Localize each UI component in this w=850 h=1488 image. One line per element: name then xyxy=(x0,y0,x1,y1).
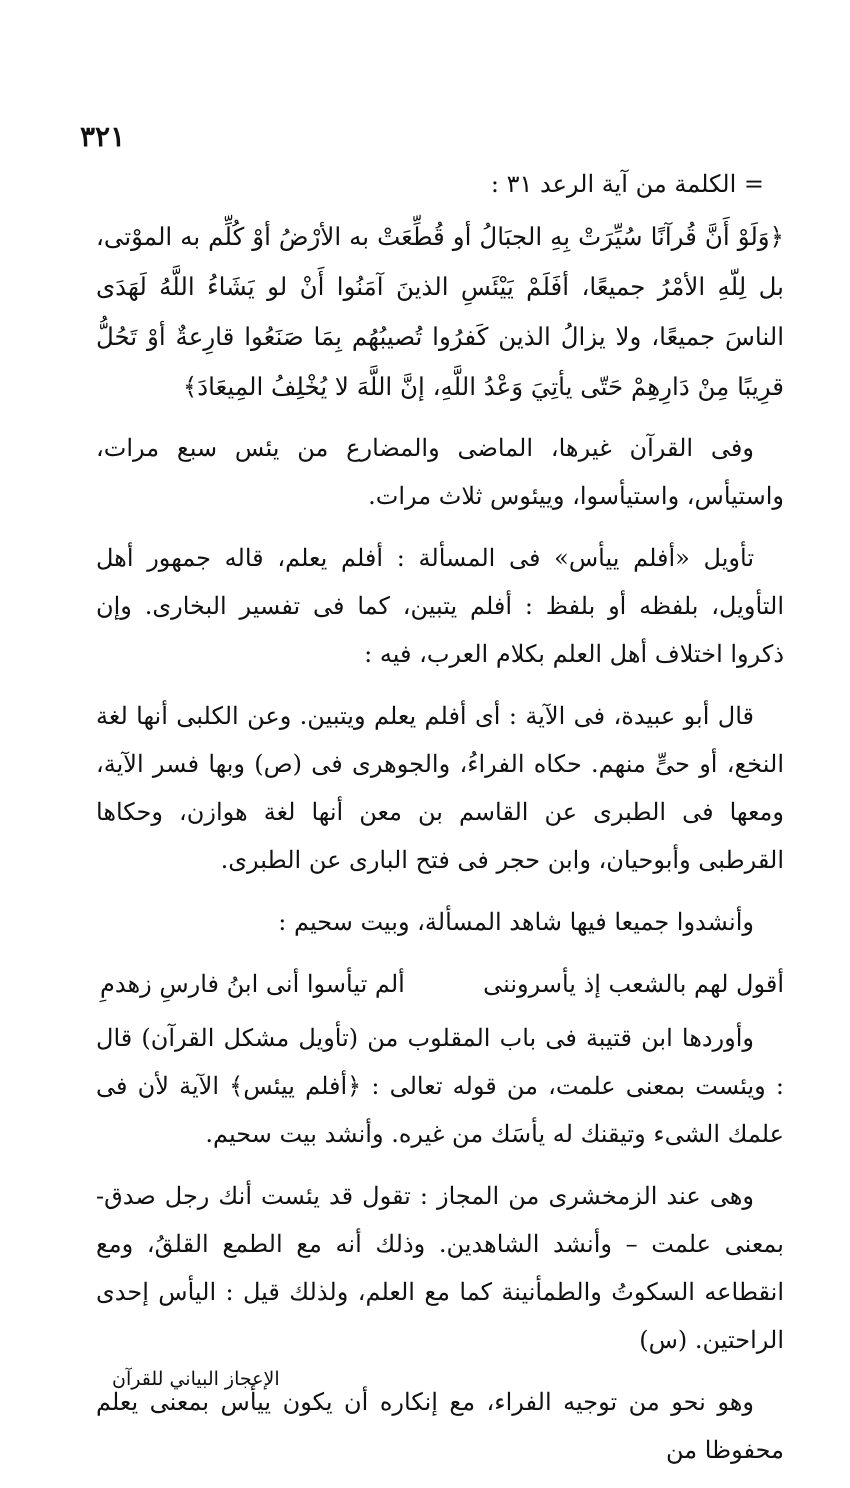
paragraph-interpretation: تأويل «أفلم ييأس» فى المسألة : أفلم يعلم، قاله جمهور أهل التأويل، بلفظه أو بلفظ : أفلم يتبين، كما فى تفسير البخارى. وإن ذكروا اختلاف أهل العلم بكلام العرب، فيه : xyxy=(96,544,784,668)
page-body xyxy=(96,160,784,1488)
footer-book-title: الإعجاز البياني للقرآن xyxy=(112,1368,280,1390)
paragraph-occurrences: وفى القرآن غيرها، الماضى والمضارع من يئس سبع مرات، واستيأس، واستيأسوا، وييئوس ثلاث مرات. xyxy=(96,434,784,510)
page-number: ٣٢١ xyxy=(80,120,126,153)
quran-verse-block: ﴿وَلَوْ أَنَّ قُرآنًا سُيِّرَتْ بِهِ الجبَالُ أو قُطِّعَتْ به الأرْضُ أوْ كُلِّم به الموْتى، بل لِلّهِ الأمْرُ جميعًا، أفَلَمْ يَيْئَسِ الذينَ آمَنُوا أَنْ لو يَشَاءُ اللَّهُ لَهَدَى الناسَ جميعًا، ولا يزالُ الذين كَفرُوا تُصيبُهُم بِمَا صَنَعُوا قارِعةٌ أوْ تَحُلُّ قرِيبًا مِنْ دَارِهِمْ حَتّى يأتِيَ وَعْدُ اللَّهِ، إنَّ اللَّهَ لا يُخْلِفُ المِيعَادَ﴾ xyxy=(96,222,784,401)
poetry-hemistich-second: ألم تيأسوا أنى ابنُ فارسِ زهدمِ xyxy=(100,970,405,998)
paragraph-farra: وهو نحو من توجيه الفراء، مع إنكاره أن يكون ييأس بمعنى يعلم محفوظا من xyxy=(96,1388,784,1464)
paragraph-zamakhshari: وهى عند الزمخشرى من المجاز : تقول قد يئست أنك رجل صدق- بمعنى علمت – وأنشد الشاهدين. وذلك أنه مع الطمع القلقُ، ومع انقطاعه السكوتُ والطمأنينة كما مع العلم، ولذلك قيل : اليأس إحدى الراحتين. (س) xyxy=(96,1182,784,1354)
intro-line: = الكلمة من آية الرعد ٣١ : xyxy=(490,170,764,198)
paragraph-abu-ubayda: قال أبو عبيدة، فى الآية : أى أفلم يعلم ويتبين. وعن الكلبى أنها لغة النخع، أو حىٍّ منهم. حكاه الفراءُ، والجوهرى فى (ص) وبها فسر الآية، ومعها فى الطبرى عن القاسم بن معن أنها لغة هوازن، وحكاها القرطبى وأبوحيان، وابن حجر فى فتح البارى عن الطبرى. xyxy=(96,702,784,874)
poetry-verse xyxy=(96,960,784,1008)
paragraph-shahid-intro: وأنشدوا جميعا فيها شاهد المسألة، وبيت سحيم : xyxy=(278,908,754,936)
paragraph-ibn-qutayba: وأوردها ابن قتيبة فى باب المقلوب من (تأويل مشكل القرآن) قال : ويئست بمعنى علمت، من قوله تعالى : ﴿أفلم ييئس﴾ الآية لأن فى علمك الشىء وتيقنك له يأسَك من غيره. وأنشد بيت سحيم. xyxy=(96,1024,784,1148)
poetry-hemistich-first: أقول لهم بالشعب إذ يأسروننى xyxy=(483,970,784,998)
